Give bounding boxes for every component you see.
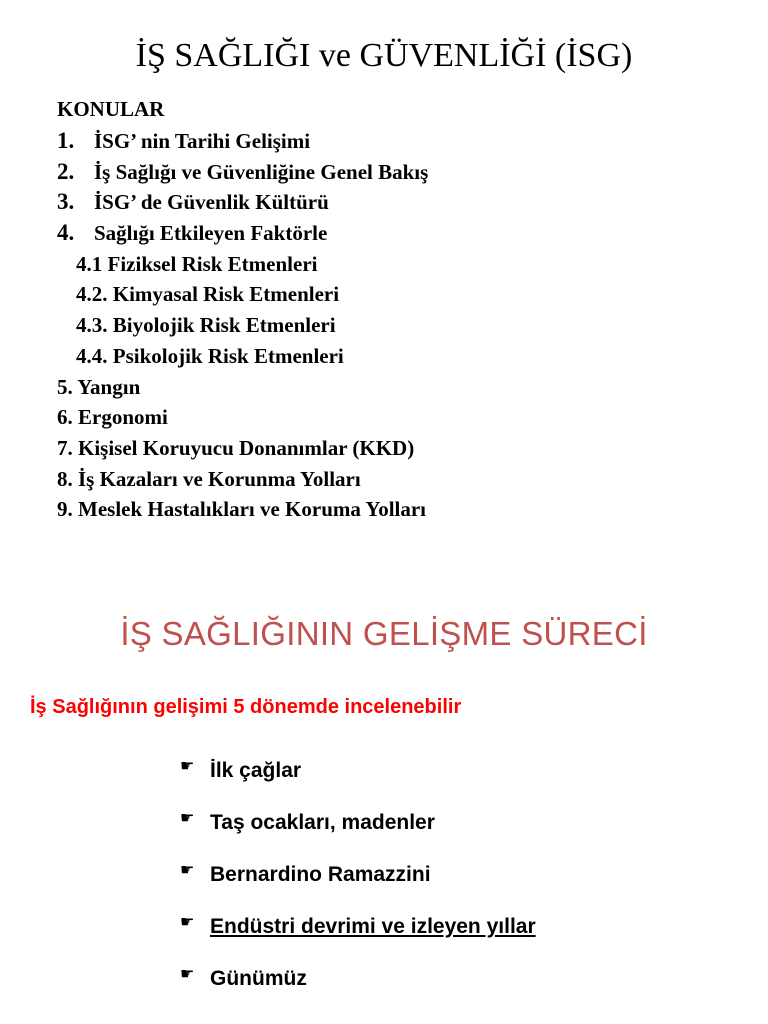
slide2-title: İŞ SAĞLIĞININ GELİŞME SÜRECİ	[120, 615, 648, 652]
toc-number: 1.	[57, 128, 75, 153]
toc-text: İSG’ de Güvenlik Kültürü	[94, 190, 329, 215]
period-text: Taş ocakları, madenler	[210, 811, 435, 834]
toc-item	[57, 218, 428, 249]
toc-text: İş Sağlığı ve Güvenliğine Genel Bakış	[94, 159, 429, 184]
pointing-hand-icon: ☛	[180, 810, 195, 827]
pointing-hand-icon: ☛	[180, 966, 195, 983]
period-item	[180, 960, 536, 1012]
toc-subitem: 4.3. Biyolojik Risk Etmenleri	[76, 313, 336, 338]
toc-number: 2.	[57, 158, 75, 184]
toc-item: 5. Yangın	[57, 374, 141, 399]
period-item	[180, 752, 536, 804]
period-text: Günümüz	[210, 967, 307, 990]
period-item	[180, 856, 536, 908]
toc-item	[57, 126, 428, 157]
toc-item	[57, 157, 428, 188]
period-text: Bernardino Ramazzini	[210, 863, 431, 886]
period-text: İlk çağlar	[210, 759, 302, 782]
konular-heading: KONULAR	[57, 97, 165, 121]
toc-number: 3.	[57, 189, 75, 215]
toc-item: 6. Ergonomi	[57, 405, 168, 430]
toc-subitem: 4.2. Kimyasal Risk Etmenleri	[76, 282, 340, 307]
period-item	[180, 908, 536, 960]
toc-text: Sağlığı Etkileyen Faktörle	[94, 221, 328, 246]
pointing-hand-icon: ☛	[180, 862, 195, 879]
toc-subitem: 4.1 Fiziksel Risk Etmenleri	[76, 251, 318, 276]
toc-item: 8. İş Kazaları ve Korunma Yolları	[57, 466, 361, 491]
slide2-intro: İş Sağlığının gelişimi 5 dönemde incelenebilir	[30, 696, 462, 718]
toc-item	[57, 187, 428, 218]
period-item	[180, 804, 536, 856]
pointing-hand-icon: ☛	[180, 758, 195, 775]
period-list	[180, 752, 536, 1012]
toc-item: 9. Meslek Hastalıkları ve Koruma Yolları	[57, 497, 427, 522]
toc-text: İSG’ nin Tarihi Gelişimi	[94, 129, 311, 153]
pointing-hand-icon: ☛	[180, 914, 195, 931]
toc-list	[57, 126, 428, 525]
slide1-title: İŞ SAĞLIĞI ve GÜVENLİĞİ (İSG)	[135, 37, 633, 74]
toc-number: 4.	[57, 220, 75, 246]
period-text: Endüstri devrimi ve izleyen yıllar	[210, 915, 536, 938]
toc-subitem: 4.4. Psikolojik Risk Etmenleri	[76, 343, 344, 368]
toc-item: 7. Kişisel Koruyucu Donanımlar (KKD)	[57, 435, 415, 460]
